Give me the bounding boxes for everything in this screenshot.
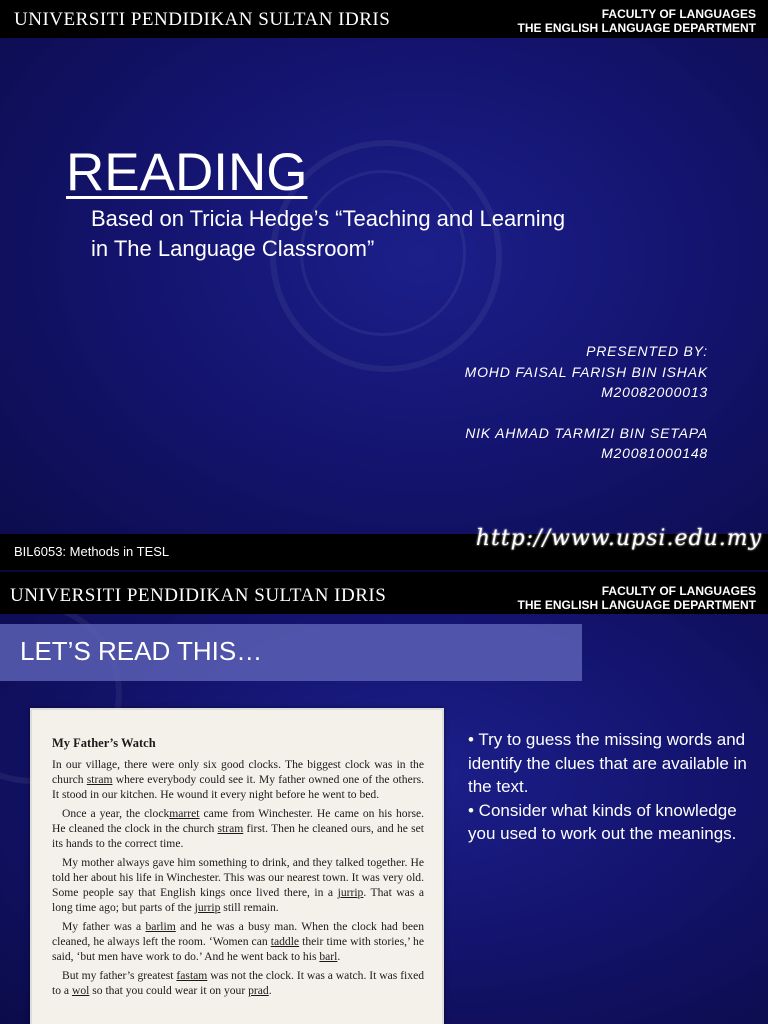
slide-title: READING	[66, 143, 308, 202]
slide-subtitle: Based on Tricia Hedge’s “Teaching and Learning in The Language Classroom”	[91, 206, 566, 261]
nonsense-word: marret	[169, 807, 200, 820]
presenter-id: M20081000148	[601, 445, 708, 461]
nonsense-word: stram	[86, 773, 113, 786]
nonsense-word: stram	[217, 822, 244, 835]
header-bar	[0, 0, 768, 38]
website-url: http://www.upsi.edu.my	[475, 526, 762, 551]
faculty-block	[518, 584, 756, 612]
text-paragraph: Once a year, the clockmarret came from Winchester. He came on his horse. He cleaned the clock in the church stram first. Then he cleaned ours, and he set its hands to the correct time.	[52, 807, 424, 850]
course-code: BIL6053: Methods in TESL	[14, 544, 170, 559]
presenters-block	[465, 341, 708, 464]
bullet-item: • Consider what kinds of knowledge you used to work out the meanings.	[468, 800, 737, 843]
nonsense-word: barl	[319, 950, 338, 963]
slide-title: LET’S READ THIS…	[20, 636, 263, 666]
faculty-name: FACULTY OF LANGUAGES	[601, 584, 756, 598]
text-title: My Father’s Watch	[52, 736, 156, 750]
header-bar	[0, 572, 768, 614]
presenter-name: NIK AHMAD TARMIZI BIN SETAPA	[465, 424, 708, 441]
text-paragraph: My mother always gave him something to drink, and they talked together. He told her about his life in Winchester. This was our nearest town. It was very old. Some people say that English kings once lived there, in a jurrip. That was a long time ago; but parts of the jurrip still remain.	[52, 856, 424, 914]
faculty-name: FACULTY OF LANGUAGES	[601, 7, 756, 21]
nonsense-word: taddle	[270, 935, 300, 948]
title-band	[0, 624, 582, 681]
presenter-id: M20082000013	[601, 384, 708, 400]
text-paragraph: My father was a barlim and he was a busy man. When the clock had been cleaned, he always left the room. ‘Women can taddle their time with stories,’ he said, ‘but men have work to do.’ And he went back to his barl.	[52, 920, 425, 963]
nonsense-word: jurrip	[337, 886, 364, 899]
department-name: THE ENGLISH LANGUAGE DEPARTMENT	[517, 598, 756, 612]
reading-text	[52, 736, 424, 1002]
nonsense-word: prad	[248, 984, 269, 997]
presented-by-label: PRESENTED BY:	[586, 343, 708, 359]
text-paragraph: In our village, there were only six good clocks. The biggest clock was in the church stram where everybody could see it. My father owned one of the others. It stood in our kitchen. He wound it every night before he went to bed.	[52, 758, 424, 801]
reading-slide	[0, 572, 768, 1024]
nonsense-word: fastam	[176, 969, 208, 982]
bullet-item: • Try to guess the missing words and identify the clues that are available in the text.	[468, 730, 747, 796]
text-paragraph: But my father’s greatest fastam was not the clock. It was a watch. It was fixed to a wol so that you could wear it on your prad.	[52, 969, 425, 997]
nonsense-word: wol	[71, 984, 90, 997]
department-name: THE ENGLISH LANGUAGE DEPARTMENT	[517, 21, 756, 35]
university-name: UNIVERSITI PENDIDIKAN SULTAN IDRIS	[14, 9, 391, 30]
footer-bar	[0, 526, 768, 570]
instructions-list	[468, 728, 758, 846]
university-name: UNIVERSITI PENDIDIKAN SULTAN IDRIS	[10, 585, 387, 606]
presenter-name: MOHD FAISAL FARISH BIN ISHAK	[464, 363, 708, 380]
nonsense-word: jurrip	[194, 901, 221, 914]
reading-text-image	[30, 708, 444, 1024]
faculty-block	[518, 7, 756, 35]
nonsense-word: barlim	[145, 920, 176, 933]
